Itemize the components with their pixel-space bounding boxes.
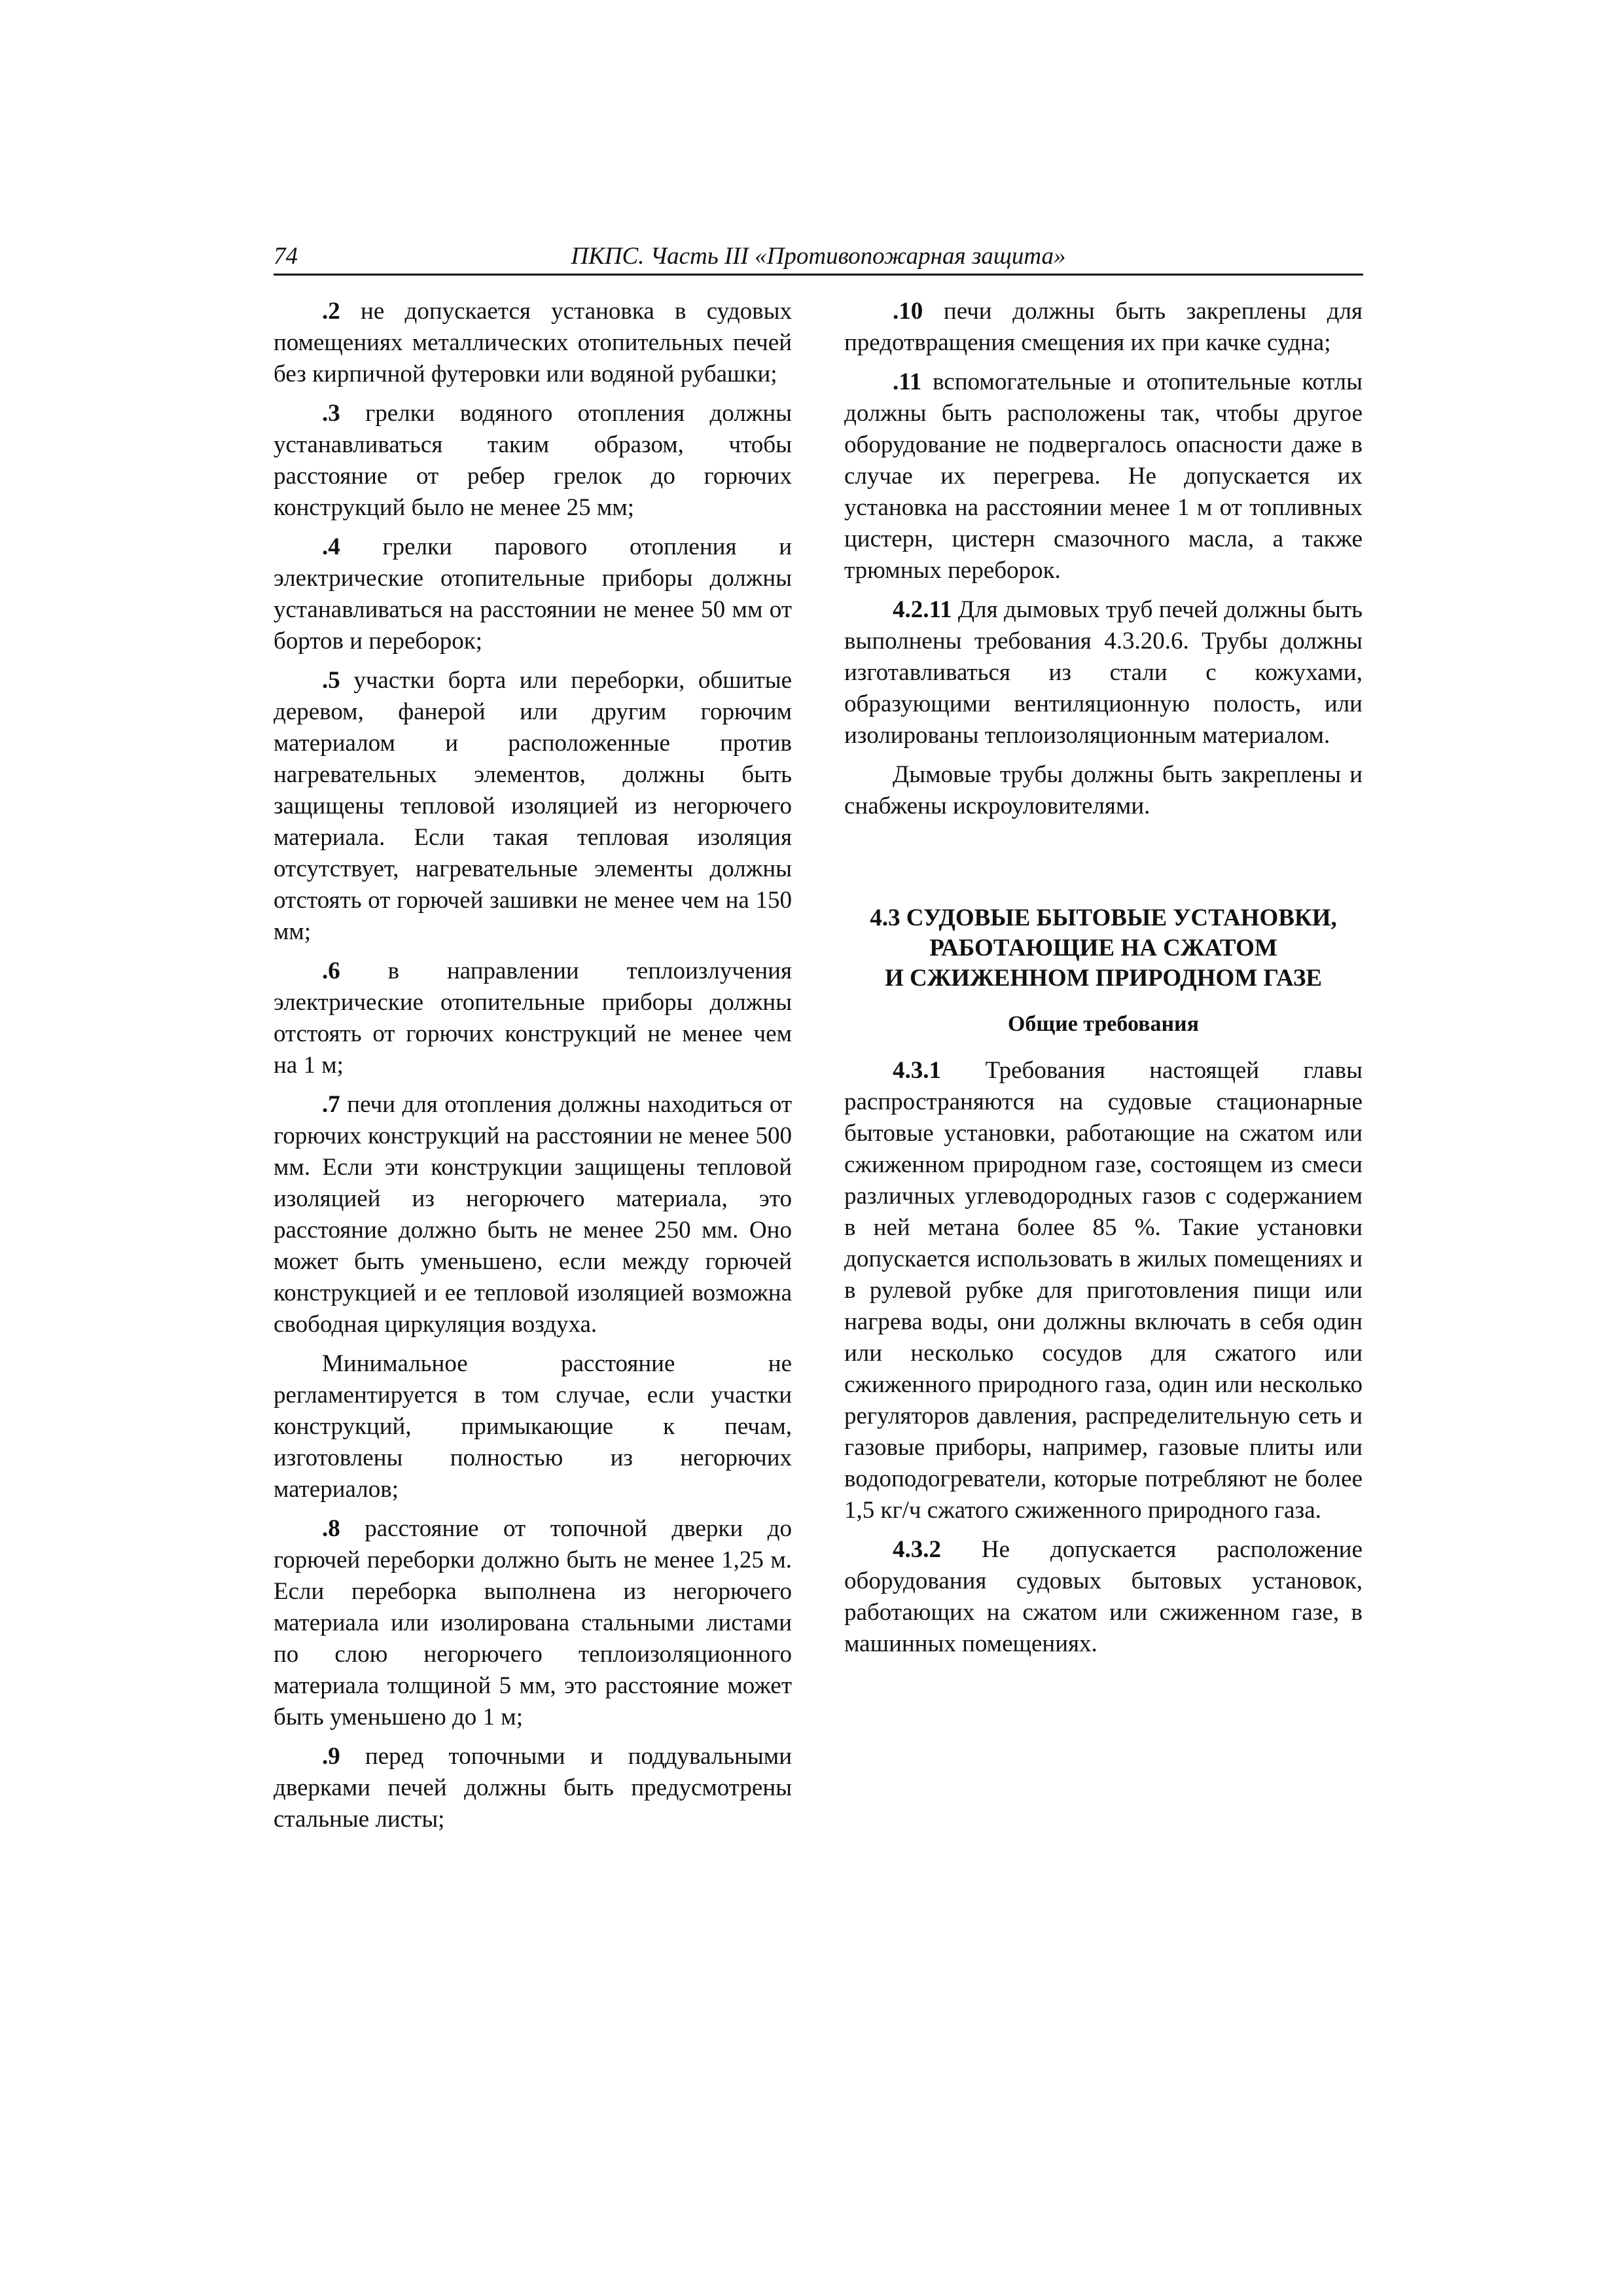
left-column [274, 296, 792, 1843]
paragraph-item-9 [274, 1741, 792, 1835]
item-number: .8 [322, 1515, 340, 1542]
paragraph-text: расстояние от топочной дверки до горючей переборки должно быть не менее 1,25 м. Если переборка выполнена из негорючего материала или изолирована стальными листами по слою негорючего теплоизоляционного материала толщиной 5 мм, это расстояние может быть уменьшено до 1 м; [274, 1515, 793, 1731]
section-heading-line: 4.3 СУДОВЫЕ БЫТОВЫЕ УСТАНОВКИ, [870, 905, 1337, 931]
paragraph-text: Для дымовых труб печей должны быть выполнены требования 4.3.20.6. Трубы должны изготавливаться из стали с кожухами, образующими вентиляционную полость, или изолированы теплоизоляционным материалом. [844, 596, 1363, 749]
paragraph-text: грелки парового отопления и электрические отопительные приборы должны устанавливаться на расстоянии не менее 50 мм от бортов и переборок; [274, 533, 792, 655]
clause-number: 4.2.11 [893, 596, 952, 623]
item-number: .11 [893, 368, 922, 395]
paragraph-item-10 [844, 296, 1363, 359]
page-header [274, 240, 1363, 276]
paragraph-item-6 [274, 956, 792, 1081]
paragraph-4-2-11 [844, 594, 1363, 751]
paragraph-text: перед топочными и поддувальными дверками печей должны быть предусмотрены стальные листы; [274, 1743, 792, 1833]
paragraph-4-3-1 [844, 1055, 1363, 1526]
paragraph-item-11 [844, 367, 1363, 586]
section-heading-line: РАБОТАЮЩИЕ НА СЖАТОМ [929, 935, 1277, 961]
item-number: .4 [322, 533, 340, 560]
paragraph-text: печи должны быть закреплены для предотвращения смещения их при качке судна; [844, 298, 1363, 356]
paragraph-item-5 [274, 665, 792, 948]
item-number: .10 [893, 298, 923, 325]
clause-number: 4.3.2 [893, 1536, 941, 1563]
section-heading [844, 903, 1363, 994]
paragraph-text: не допускается установка в судовых помещениях металлических отопительных печей без кирпичной футеровки или водяной рубашки; [274, 298, 793, 387]
running-title: ПКПС. Часть III «Противопожарная защита» [571, 243, 1066, 270]
paragraph-chimney-mounting: Дымовые трубы должны быть закреплены и снабжены искроуловителями. [844, 761, 1363, 819]
item-number: .6 [322, 958, 340, 984]
paragraph-item-7 [274, 1089, 792, 1340]
paragraph-item-2 [274, 296, 792, 390]
paragraph-minimum-distance: Минимальное расстояние не регламентируется в том случае, если участки конструкций, примыкающие к печам, изготовлены полностью из негорючих материалов; [274, 1350, 792, 1503]
paragraph-text: Не допускается расположение оборудования судовых бытовых установок, работающих на сжатом или сжиженном газе, в машинных помещениях. [844, 1536, 1363, 1657]
paragraph-text: участки борта или переборки, обшитые деревом, фанерой или другим горючим материалом и расположенные против нагревательных элементов, должны быть защищены тепловой изоляцией из негорючего материала. Если такая тепловая изоляция отсутствует, нагревательные элементы должны отстоять от горючей зашивки не менее чем на 150 мм; [274, 667, 793, 945]
paragraph-text: в направлении теплоизлучения электрические отопительные приборы должны отстоять от горючих конструкций не менее чем на 1 м; [274, 958, 792, 1079]
paragraph-text: Требования настоящей главы распространяются на судовые стационарные бытовые установки, работающие на сжатом или сжиженном природном газе, состоящем из смеси различных углеводородных газов с содержанием в ней метана более 85 %. Такие установки допускается использовать в жилых помещениях и в рулевой рубке для приготовления пищи или нагрева воды, они должны включать в себя один или несколько сосудов для сжатого или сжиженного природного газа, один или несколько регуляторов давления, распределительную сеть и газовые приборы, например, газовые плиты или водоподогреватели, которые потребляют не более 1,5 кг/ч сжатого сжиженного природного газа. [844, 1057, 1363, 1524]
paragraph-4-3-2 [844, 1534, 1363, 1660]
paragraph-text: грелки водяного отопления должны устанавливаться таким образом, чтобы расстояние от ребер грелок до горючих конструкций было не менее 25 мм; [274, 400, 793, 521]
item-number: .9 [322, 1743, 340, 1770]
item-number: .7 [322, 1091, 340, 1118]
clause-number: 4.3.1 [893, 1057, 941, 1084]
right-column [844, 296, 1363, 1668]
item-number: .5 [322, 667, 340, 694]
paragraph-item-3 [274, 398, 792, 524]
paragraph-item-8 [274, 1513, 792, 1733]
paragraph-item-4 [274, 531, 792, 657]
paragraph-text: печи для отопления должны находиться от горючих конструкций на расстоянии не менее 500 мм. Если эти конструкции защищены тепловой изоляцией из негорючего материала, это расстояние должно быть не менее 250 мм. Оно может быть уменьшено, если между горючей конструкцией и ее тепловой изоляцией возможна свободная циркуляция воздуха. [274, 1091, 792, 1338]
section-heading-line: И СЖИЖЕННОМ ПРИРОДНОМ ГАЗЕ [884, 965, 1323, 992]
subheading: Общие требования [1007, 1012, 1200, 1036]
item-number: .3 [322, 400, 340, 427]
paragraph-text: вспомогательные и отопительные котлы должны быть расположены так, чтобы другое оборудование не подвергалось опасности даже в случае их перегрева. Не допускается их установка на расстоянии менее 1 м от топливных цистерн, цистерн смазочного масла, а также трюмных переборок. [844, 368, 1363, 584]
page-number: 74 [274, 243, 298, 270]
item-number: .2 [322, 298, 340, 325]
